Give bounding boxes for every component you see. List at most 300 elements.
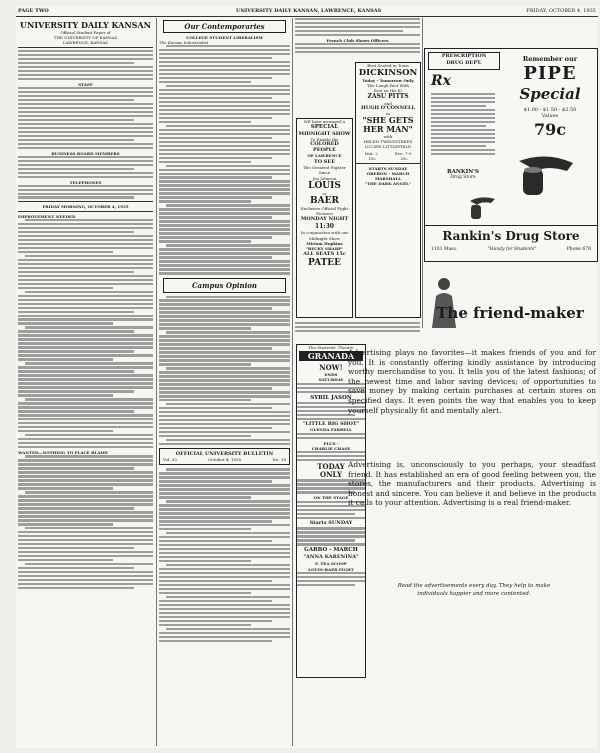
column-3-text-top-2 <box>295 43 420 53</box>
text-line <box>431 149 495 151</box>
patee-l10: Joe Johnson <box>312 175 337 181</box>
text-line <box>18 459 153 461</box>
text-line <box>18 519 153 521</box>
patee-l7: OF LAWRENCE <box>307 152 342 158</box>
text-line <box>159 556 290 558</box>
text-line <box>166 468 290 470</box>
text-line <box>18 583 153 585</box>
text-line <box>159 347 272 349</box>
article-body <box>159 45 290 275</box>
text-line <box>166 500 290 502</box>
text-line <box>159 560 251 562</box>
text-line <box>18 503 153 505</box>
business-board-list <box>18 156 153 178</box>
patee-l3: MIDNIGHT SHOW <box>298 131 351 138</box>
text-line <box>159 101 290 103</box>
text-line <box>18 287 113 289</box>
staff-list-upper <box>18 50 153 80</box>
text-line <box>18 311 134 313</box>
text-line <box>18 223 153 225</box>
text-line <box>159 184 290 186</box>
granada-now: NOW! <box>319 363 343 373</box>
nameplate: UNIVERSITY DAILY KANSAN <box>20 20 151 30</box>
column-rule <box>422 18 423 328</box>
text-line <box>159 580 272 582</box>
text-line <box>159 339 290 341</box>
text-line <box>297 414 355 416</box>
column-1 <box>18 18 153 746</box>
granada-name: GRANADA <box>299 351 363 361</box>
text-line <box>159 391 290 393</box>
text-line <box>18 438 153 440</box>
text-line <box>297 491 355 493</box>
text-line <box>159 240 251 242</box>
text-line <box>297 433 365 435</box>
text-line <box>25 291 153 293</box>
dickinson-star1: ZASU PITTS <box>367 93 409 100</box>
text-line <box>159 248 290 250</box>
text-line <box>159 427 272 429</box>
text-line <box>18 531 153 533</box>
text-line <box>295 26 420 28</box>
text-line <box>159 113 290 115</box>
text-line <box>18 196 134 198</box>
text-line <box>18 378 153 380</box>
rx-text <box>431 93 495 157</box>
text-line <box>159 524 290 526</box>
text-line <box>159 141 290 143</box>
text-line <box>18 446 153 448</box>
issue-date: FRIDAY, OCTOBER 4, 1935 <box>526 8 596 14</box>
text-line <box>18 283 153 285</box>
text-line <box>297 535 365 537</box>
text-line <box>159 620 272 622</box>
text-line <box>159 299 290 301</box>
text-line <box>297 418 365 420</box>
text-line <box>18 74 153 76</box>
text-line <box>159 407 272 409</box>
text-line <box>18 103 153 105</box>
friend-maker-para2: Advertising is, unconsciously to you perhaps, your steadfast friend. It has established an era of good feeling between you, the stores, the manufacturers and their products. Advertising is honest and sincere. You can believe it and believe in the products it calls to your attention. Advertising is a real friend-maker. <box>348 460 596 508</box>
text-line <box>159 484 290 486</box>
text-line <box>18 143 153 145</box>
text-line <box>18 539 153 541</box>
text-line <box>18 95 153 97</box>
text-line <box>431 129 495 131</box>
bulletin-volume: Vol. 33 <box>163 457 177 463</box>
text-line <box>297 531 365 533</box>
staff-list <box>18 87 153 149</box>
text-line <box>18 463 153 465</box>
text-line <box>159 584 290 586</box>
text-line <box>25 255 153 257</box>
text-line <box>159 157 272 159</box>
text-line <box>431 121 495 123</box>
text-line <box>18 515 153 517</box>
text-line <box>18 315 153 317</box>
text-line <box>159 188 290 190</box>
text-line <box>159 415 290 417</box>
text-line <box>18 406 153 408</box>
text-line <box>159 81 251 83</box>
text-line <box>159 216 272 218</box>
text-line <box>18 160 153 162</box>
pipe-prices: $1.00 - $1.50 - $2.50 <box>523 107 577 113</box>
text-line <box>159 387 272 389</box>
rankin-phone: Phone 678 <box>566 247 591 252</box>
text-line <box>431 93 495 95</box>
text-line <box>166 331 290 333</box>
text-line <box>18 418 153 420</box>
text-line <box>18 176 153 178</box>
rx-mini-logo <box>429 169 497 180</box>
text-line <box>18 164 153 166</box>
dickinson-star5: OBERON - MARCH <box>366 171 410 176</box>
bulletin-date: October 4, 1935 <box>208 457 242 463</box>
text-line <box>159 363 251 365</box>
text-line <box>159 435 251 437</box>
text-line <box>159 196 272 198</box>
text-line <box>18 322 113 324</box>
patee-vs: vs <box>322 190 327 196</box>
text-line <box>159 260 290 262</box>
text-line <box>159 161 251 163</box>
rankin-divider <box>425 225 597 226</box>
text-line <box>18 394 113 396</box>
text-line <box>159 180 290 182</box>
pipe-price: 79c <box>533 120 566 139</box>
drug-store-small: Drug Store <box>450 175 476 180</box>
campus-opinion-body <box>159 296 290 446</box>
text-line <box>159 307 272 309</box>
granada-l1: The Students' Theatre <box>308 345 354 350</box>
text-line <box>159 359 290 361</box>
pipe-icon <box>467 189 497 223</box>
text-line <box>295 326 420 328</box>
text-line <box>25 326 153 328</box>
text-line <box>159 371 290 373</box>
column-2 <box>159 18 290 746</box>
text-line <box>159 508 290 510</box>
text-line <box>18 402 153 404</box>
text-line <box>159 335 290 337</box>
patee-l6: PEOPLE <box>312 146 336 153</box>
patee-l8: TO SEE <box>313 159 336 166</box>
patee-l16: 11:30 <box>315 223 334 231</box>
text-line <box>159 97 272 99</box>
rankin-motto: "Handy for Students" <box>487 247 537 252</box>
text-line <box>18 231 134 233</box>
text-line <box>297 451 365 453</box>
text-line <box>18 267 153 269</box>
text-line <box>159 431 290 433</box>
text-line <box>18 346 153 348</box>
text-line <box>431 97 495 99</box>
text-line <box>166 439 290 441</box>
text-line <box>159 516 290 518</box>
text-line <box>18 547 134 549</box>
text-line <box>159 552 290 554</box>
text-line <box>25 219 153 221</box>
text-line <box>166 628 290 630</box>
text-line <box>159 588 290 590</box>
dickinson-matinee: Mat. 2 <box>364 151 378 156</box>
text-line <box>159 600 272 602</box>
text-line <box>159 548 290 550</box>
friend-maker-ad <box>348 264 596 684</box>
text-line <box>18 374 153 376</box>
text-line <box>295 30 403 32</box>
text-line <box>159 311 290 313</box>
patee-l17: In conjunction with our <box>300 230 349 236</box>
granada-l17: LOUIS-BAER FIGHT <box>308 566 354 572</box>
patee-l21: ALL SEATS 15c <box>303 251 346 258</box>
text-line <box>166 296 290 298</box>
rankin-store-name: Rankin's Drug Store <box>442 229 580 243</box>
text-line <box>159 323 290 325</box>
text-line <box>159 73 290 75</box>
text-line <box>431 145 486 147</box>
text-line <box>159 636 290 638</box>
text-line <box>25 455 153 457</box>
text-line <box>159 395 290 397</box>
text-line <box>18 571 153 573</box>
text-line <box>297 543 365 545</box>
text-line <box>18 271 134 273</box>
text-line <box>159 472 290 474</box>
paper-title: UNIVERSITY DAILY KANSAN, LAWRENCE, KANSAS <box>236 8 382 14</box>
text-line <box>25 563 153 565</box>
text-line <box>159 303 290 305</box>
granada-film2: "ANNA KARENINA" <box>303 554 359 561</box>
text-line <box>159 264 290 266</box>
text-line <box>25 527 153 529</box>
granada-star2: GLENDA FARRELL <box>310 427 352 433</box>
text-line <box>159 572 290 574</box>
text-line <box>159 319 290 321</box>
text-line <box>159 496 251 498</box>
text-line <box>159 256 272 258</box>
text-line <box>295 330 420 332</box>
text-line <box>431 125 486 127</box>
dickinson-film: "SHE GETS HER MAN" <box>362 115 414 134</box>
text-line <box>159 608 290 610</box>
text-line <box>18 338 153 340</box>
pipe-title: PIPE <box>523 63 577 84</box>
patee-l20: "BECKY SHARP" <box>305 246 344 252</box>
patee-l4: To Enable the <box>310 137 339 143</box>
text-line <box>159 145 290 147</box>
text-line <box>159 411 290 413</box>
patee-l14: Exclusive Official Fight Pictures <box>300 206 349 217</box>
text-line <box>18 487 113 489</box>
rx-line1: PRESCRIPTION <box>441 53 487 59</box>
text-line <box>18 370 134 372</box>
text-line <box>297 584 355 586</box>
text-line <box>297 572 365 574</box>
text-line <box>159 512 290 514</box>
footer-line2: individuals happier and more contented. <box>417 591 531 597</box>
text-line <box>18 147 153 149</box>
text-line <box>431 141 495 143</box>
text-line <box>159 220 290 222</box>
text-line <box>18 551 153 553</box>
text-line <box>159 272 290 274</box>
editorial-heading-1: IMPROVEMENT NEEDED <box>18 213 76 219</box>
dickinson-line2: The Laugh Riot With <box>367 83 409 88</box>
text-line <box>25 434 153 436</box>
text-line <box>18 127 153 129</box>
text-line <box>18 350 134 352</box>
text-line <box>159 121 251 123</box>
text-line <box>166 403 290 405</box>
rankins-small: RANKIN'S <box>447 169 479 175</box>
text-line <box>159 192 290 194</box>
text-line <box>166 596 290 598</box>
text-line <box>18 66 153 68</box>
text-line <box>431 137 495 139</box>
text-line <box>159 153 290 155</box>
text-line <box>18 499 153 501</box>
text-line <box>18 422 153 424</box>
text-line <box>25 362 153 364</box>
text-line <box>159 616 290 618</box>
text-line <box>159 65 290 67</box>
pipe-illustration-icon <box>517 141 581 201</box>
text-line <box>159 129 290 131</box>
text-line <box>159 89 290 91</box>
text-line <box>297 527 365 529</box>
text-line <box>18 62 134 64</box>
campus-opinion-heading: Campus Opinion <box>191 280 258 290</box>
text-line <box>18 78 153 80</box>
text-line <box>159 109 290 111</box>
text-line <box>18 251 113 253</box>
text-line <box>159 379 290 381</box>
text-line <box>159 173 290 175</box>
text-line <box>159 604 290 606</box>
patee-l15: MONDAY NIGHT <box>300 216 349 223</box>
text-line <box>159 423 290 425</box>
text-line <box>18 135 153 137</box>
text-line <box>18 414 153 416</box>
text-line <box>166 45 290 47</box>
text-line <box>18 131 153 133</box>
text-line <box>166 244 290 246</box>
text-line <box>159 327 251 329</box>
text-line <box>159 57 272 59</box>
text-line <box>295 18 420 20</box>
text-line <box>18 535 153 537</box>
text-line <box>18 579 153 581</box>
text-line <box>159 399 251 401</box>
newspaper-page <box>16 6 598 748</box>
text-line <box>18 511 153 513</box>
contemporaries-heading: Our Contemporaries <box>184 22 265 31</box>
column-rule <box>292 18 293 746</box>
dickinson-price2: 25c <box>400 156 408 161</box>
granada-starts: Starts SUNDAY <box>309 520 353 527</box>
nameplate-sub1: Official Student Paper of <box>60 30 111 35</box>
dickinson-starts: STARTS SUNDAY <box>368 166 408 171</box>
text-line <box>18 523 113 525</box>
text-line <box>18 123 153 125</box>
text-line <box>166 204 290 206</box>
text-line <box>159 504 290 506</box>
text-line <box>159 375 290 377</box>
text-line <box>18 543 153 545</box>
special-title: Special <box>519 85 581 103</box>
text-line <box>159 252 290 254</box>
text-line <box>159 612 290 614</box>
granada-l16: F. TEA SCOOP <box>315 561 347 567</box>
text-line <box>18 247 153 249</box>
dickinson-star4: LUCIEN LITTLEFIELD <box>364 144 412 149</box>
text-line <box>18 58 153 60</box>
text-line <box>159 133 290 135</box>
editorial-body-2 <box>18 455 153 589</box>
text-line <box>159 200 251 202</box>
editorial-body-1 <box>18 219 153 449</box>
text-line <box>159 228 290 230</box>
granada-star1: SYBIL JASON <box>310 394 352 401</box>
granada-plus: PLUS - <box>323 440 339 446</box>
text-line <box>159 419 290 421</box>
dickinson-film2: "THE DARK ANGEL" <box>364 181 412 186</box>
text-line <box>166 165 290 167</box>
column-rule <box>156 18 157 746</box>
text-line <box>159 224 290 226</box>
text-line <box>297 513 355 515</box>
text-line <box>18 111 153 113</box>
nameplate-sub3: LAWRENCE, KANSAS <box>62 40 109 45</box>
text-line <box>18 87 153 89</box>
friend-maker-para1: Advertising plays no favorites—it makes friends of you and for you. It is constantly offering kindly assistance by introducing worthy merchandise to you. It tells you of the latest fashions; of the newest time and labor saving devices; of opportunities to save money by making certain purchases at certain stores on specified days. It even points the way that enables you to keep yourself physically fit and mentally alert. <box>348 348 596 415</box>
staff-heading: STAFF <box>78 81 93 87</box>
text-line <box>159 137 272 139</box>
text-line <box>297 509 365 511</box>
text-line <box>18 156 153 158</box>
text-line <box>159 176 272 178</box>
text-line <box>18 307 153 309</box>
granada-film1: "LITTLE BIG SHOT" <box>302 421 360 428</box>
dickinson-star6: MARSHALL <box>374 176 402 181</box>
patee-theatre-ad <box>296 118 353 318</box>
text-line <box>25 491 153 493</box>
text-line <box>159 383 290 385</box>
bulletin-number: No. 18 <box>272 457 286 463</box>
dickinson-star3: HELEN TWELVETREES <box>363 139 413 144</box>
text-line <box>18 243 153 245</box>
text-line <box>297 517 365 519</box>
text-line <box>18 275 153 277</box>
text-line <box>159 212 290 214</box>
text-line <box>18 587 134 589</box>
telephones-list <box>18 185 153 199</box>
text-line <box>295 51 420 53</box>
text-line <box>18 50 153 52</box>
text-line <box>297 437 365 439</box>
text-line <box>18 483 153 485</box>
text-line <box>295 322 420 324</box>
patee-louis: LOUIS <box>308 180 341 191</box>
text-line <box>18 172 153 174</box>
text-line <box>18 354 153 356</box>
text-line <box>18 342 153 344</box>
text-line <box>18 70 153 72</box>
text-line <box>159 236 272 238</box>
text-line <box>159 443 290 445</box>
